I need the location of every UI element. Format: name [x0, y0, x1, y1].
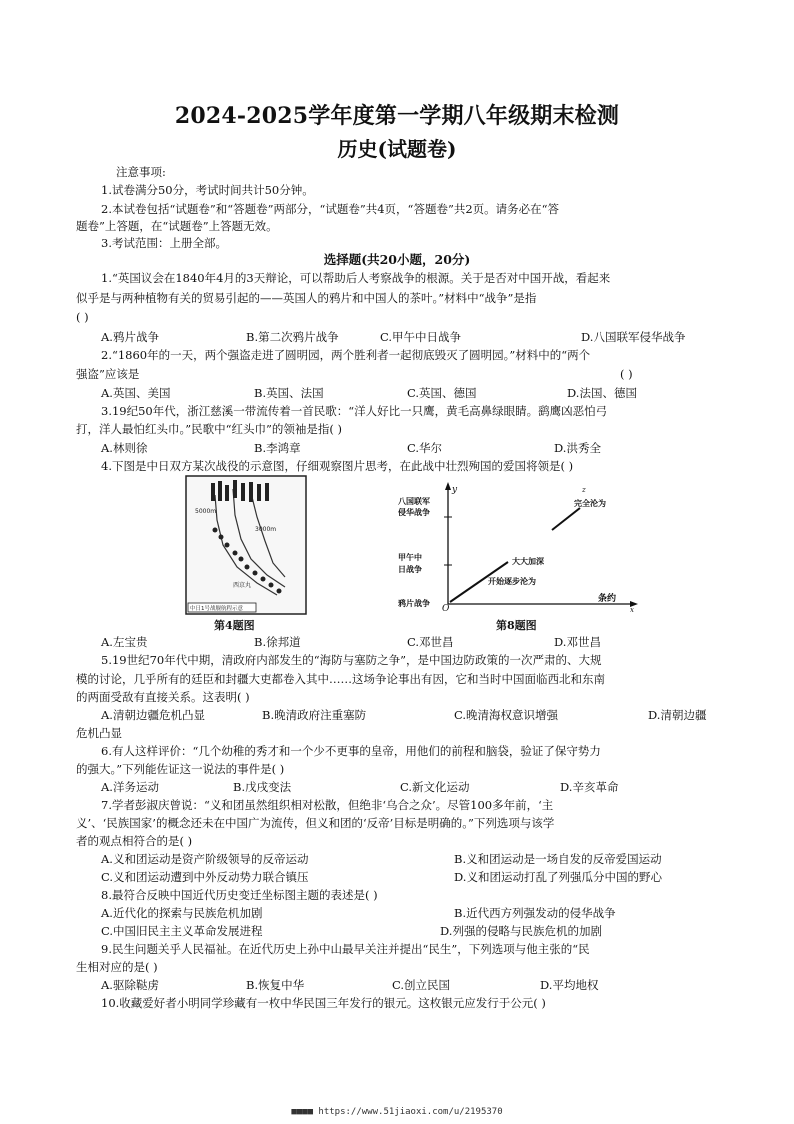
battle-map-figure [185, 475, 307, 615]
history-coordinate-figure [392, 480, 642, 612]
q4-option-b: B.徐邦道 [254, 635, 301, 649]
q6-line2: 的强大。”下列能佐证这一说法的事件是( ) [76, 762, 285, 776]
q4-option-a: A.左宝贵 [101, 635, 148, 649]
q6-option-d: D.辛亥革命 [560, 780, 619, 794]
q10-line1: 10.收藏爱好者小明同学珍藏有一枚中华民国三年发行的银元。这枚银元应发行于公元( ) [101, 996, 546, 1010]
fig4-caption: 第4题图 [214, 619, 255, 632]
fig8-origin: O [442, 604, 450, 612]
q1-line1: 1.“英国议会在1840年4月的3天辩论，可以帮助后人考察战争的根源。关于是否对中国开战，看起来 [101, 271, 611, 285]
q2-option-b: B.英国、法国 [254, 386, 324, 400]
q9-line2: 生相对应的是( ) [76, 960, 158, 974]
q1-option-b: B.第二次鸦片战争 [246, 330, 339, 344]
q1-option-a: A.鸦片战争 [101, 330, 159, 344]
fig8-x-label: 条约 [598, 594, 617, 604]
q3-line1: 3.19纪50年代，浙江慈溪一带流传着一首民歌：“洋人好比一只鹰，黄毛高鼻绿眼睛。鹞鹰凶恶怕弓 [101, 404, 608, 418]
q8-option-d: D.列强的侵略与民族危机的加剧 [440, 924, 602, 938]
q2-option-c: C.英国、德国 [407, 386, 477, 400]
note-2b: 题卷”上答题，在“试题卷”上答题无效。 [76, 219, 278, 233]
fig8-x-arrow-label: x [630, 606, 634, 612]
q4-line1: 4.下图是中日双方某次战役的示意图，仔细观察图片思考，在此战中壮烈殉国的爱国将领是( ) [101, 459, 574, 473]
fig8-war3: 鸦片战争 [398, 598, 430, 608]
q4-option-d: D.邓世昌 [554, 635, 601, 649]
footer-url: ■■■■ https://www.51jiaoxi.com/u/2195370 [291, 1107, 503, 1117]
q3-option-b: B.李鸿章 [254, 441, 301, 455]
fig8-segment-3 [552, 508, 580, 530]
q3-option-d: D.洪秀全 [554, 441, 601, 455]
map-label-5000m: 5000m [195, 508, 217, 515]
q5-option-d: D.清朝边疆 [648, 708, 707, 722]
q9-option-c: C.创立民国 [392, 978, 451, 992]
q9-option-a: A.驱除鞑虏 [101, 978, 159, 992]
q2-option-d: D.法国、德国 [567, 386, 637, 400]
fig8-war2-a: 甲午中 [398, 552, 422, 562]
fig8-war2-b: 日战争 [398, 564, 422, 574]
fig8-y-arrow [445, 482, 451, 490]
q5-option-d-cont: 危机凸显 [76, 726, 122, 740]
map-label-saikyo-maru: 西京丸 [233, 582, 252, 589]
q8-option-b: B.近代西方列强发动的侵华战争 [454, 906, 616, 920]
fig8-caption: 第8题图 [496, 619, 537, 632]
q2-option-a: A.英国、美国 [101, 386, 171, 400]
map-frame [186, 476, 306, 614]
q3-option-a: A.林则徐 [101, 441, 148, 455]
q3-line2: 打，洋人最怕红头巾。”民歌中“红头巾”的领袖是指( ) [76, 422, 343, 436]
q7-option-a: A.义和团运动是资产阶级领导的反帝运动 [101, 852, 309, 866]
notes-heading: 注意事项: [116, 165, 166, 179]
q7-option-b: B.义和团运动是一场自发的反帝爱国运动 [454, 852, 662, 866]
q7-line2: 义’、‘民族国家’的概念还未在中国广为流传，但义和团的‘反帝’目标是明确的。”下列选项与该学 [76, 816, 555, 830]
fig8-z-label: z [582, 486, 586, 494]
fig8-seg1-label: 开始逐步沦为 [488, 576, 536, 586]
exam-title: 2024-2025学年度第一学期八年级期末检测 [174, 103, 620, 129]
fig8-y-label: y [452, 485, 458, 495]
q7-line3: 者的观点相符合的是( ) [76, 834, 193, 848]
q1-option-d: D.八国联军侵华战争 [581, 330, 686, 344]
q8-option-c: C.中国旧民主主义革命发展进程 [101, 924, 263, 938]
section-title: 选择题(共20小题，20分) [323, 252, 471, 267]
q1-line2: 似乎是与两种植物有关的贸易引起的——英国人的鸦片和中国人的茶叶。”材料中“战争”是指 [76, 291, 537, 305]
q7-option-d: D.义和团运动打乱了列强瓜分中国的野心 [454, 870, 662, 884]
q5-line2: 模的讨论，几乎所有的廷臣和封疆大吏都卷入其中……这场争论事出有因，它和当时中国面临西北和东南 [76, 672, 605, 686]
note-1: 1.试卷满分50分，考试时间共计50分钟。 [101, 183, 314, 197]
q5-option-b: B.晚清政府注重塞防 [262, 708, 367, 722]
exam-subtitle: 历史(试题卷) [337, 137, 457, 161]
q3-option-c: C.华尔 [407, 441, 443, 455]
q8-option-a: A.近代化的探索与民族危机加剧 [101, 906, 263, 920]
q7-line1: 7.学者彭淑庆曾说：“义和团虽然组织相对松散，但绝非‘乌合之众’。尽管100多年前，‘主 [101, 798, 554, 812]
note-2a: 2.本试卷包括“试题卷”和“答题卷”两部分，“试题卷”共4页，“答题卷”共2页。请务必在“答 [101, 202, 560, 216]
q6-option-b: B.戊戌变法 [233, 780, 292, 794]
q6-option-a: A.洋务运动 [101, 780, 159, 794]
q6-line1: 6.有人这样评价：“几个幼稚的秀才和一个少不更事的皇帝，用他们的前程和脑袋，验证了保守势力 [101, 744, 601, 758]
q5-line1: 5.19世纪70年代中期，清政府内部发生的“海防与塞防之争”，是中国边防政策的一次严肃的、大规 [101, 653, 602, 667]
q8-line1: 8.最符合反映中国近代历史变迁坐标图主题的表述是( ) [101, 888, 378, 902]
q9-option-b: B.恢复中华 [246, 978, 305, 992]
q9-option-d: D.平均地权 [540, 978, 599, 992]
fig8-war1-a: 八国联军 [398, 496, 430, 506]
map-label-3000m: 3000m [255, 526, 277, 533]
note-3: 3.考试范围：上册全部。 [101, 236, 227, 250]
q2-line1: 2.“1860年的一天，两个强盗走进了圆明园，两个胜利者一起彻底毁灭了圆明园。”材料中的“两个 [101, 348, 591, 362]
q4-option-c: C.邓世昌 [407, 635, 454, 649]
q2-line2: 强盗”应该是 [76, 367, 140, 381]
map-legend: 中日1号战舰航程示意 [190, 606, 243, 612]
q5-option-a: A.清朝边疆危机凸显 [101, 708, 205, 722]
q7-option-c: C.义和团运动遭到中外反动势力联合镇压 [101, 870, 309, 884]
q2-paren: ( ) [620, 367, 633, 381]
q1-option-c: C.甲午中日战争 [380, 330, 462, 344]
fig8-war1-b: 侵华战争 [398, 507, 430, 517]
q5-line3: 的两面受敌有直接关系。这表明( ) [76, 690, 250, 704]
fig8-seg3-label: 完全沦为 [574, 498, 606, 508]
q6-option-c: C.新文化运动 [400, 780, 470, 794]
q1-line3: ( ) [76, 310, 89, 324]
fig8-seg2-label: 大大加深 [512, 556, 544, 566]
q5-option-c: C.晚清海权意识增强 [454, 708, 559, 722]
q9-line1: 9.民生问题关乎人民福祉。在近代历史上孙中山最早关注并提出“民生”，下列选项与他主张的“民 [101, 942, 590, 956]
